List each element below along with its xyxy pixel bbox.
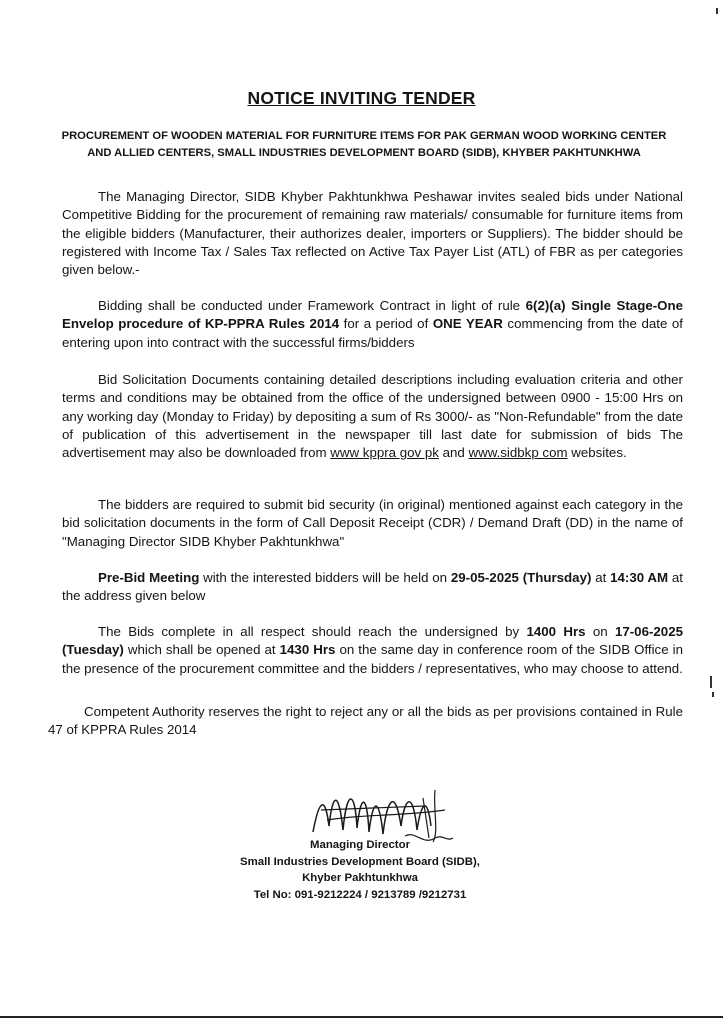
text-span: on the same day in conference room of the SIDB Office in the presence of the procurement committee and the bidders / representatives, who may choose to attend. — [62, 642, 683, 676]
paragraph-bid-security — [62, 496, 683, 551]
pre-bid-time: 14:30 AM — [610, 570, 669, 585]
contract-period: ONE YEAR — [432, 316, 503, 332]
notice-subject: PROCUREMENT OF WOODEN MATERIAL FOR FURNITURE ITEMS FOR PAK GERMAN WOOD WORKING CENTER AND ALLIED CENTERS, SMALL INDUSTRIES DEVELOPMENT BOARD (SIDB), KHYBER PAKHTUNKHWA — [61, 130, 667, 159]
paragraph-bid-documents — [62, 371, 683, 462]
pre-bid-date: 29-05-2025 (Thursday) — [450, 570, 592, 585]
text-span: Bidding shall be conducted under Framework Contract in light of rule — [98, 298, 526, 313]
scan-border-line — [0, 1016, 723, 1018]
paragraph-rejection-right — [48, 703, 683, 740]
text-span: with the interested bidders will be held on — [199, 570, 451, 585]
scan-mark — [710, 676, 712, 688]
text-span: websites. — [567, 445, 627, 461]
signatory-block — [200, 837, 520, 903]
signatory-organization: Small Industries Development Board (SIDB), — [240, 855, 480, 868]
kppra-website-link[interactable]: www kppra gov pk — [330, 445, 439, 461]
text-span: and — [438, 445, 469, 461]
pre-bid-heading: Pre-Bid Meeting — [98, 570, 200, 585]
paragraph-pre-bid-meeting — [62, 569, 683, 606]
text-span: commencing from the date of entering upon into contract with the successful firms/bidders — [62, 316, 684, 350]
invitation-text: The Managing Director, SIDB Khyber Pakhtunkhwa Peshawar invites sealed bids under National Competitive Bidding for the procurement of remaining raw materials/ consumable for furniture items from the eligible bidders (Manufacturer, their authorizes dealer, importers or Suppliers). The bidder should be registered with Income Tax / Sales Tax reflected on Active Tax Payer List (ATL) of FBR as per categories given below.- — [62, 189, 683, 278]
paragraph-invitation — [62, 188, 683, 279]
text-span: for a period of — [339, 316, 433, 332]
scan-mark — [712, 692, 714, 697]
submission-time: 1400 Hrs — [526, 624, 586, 639]
submission-date: 17-06-2025 (Tuesday) — [62, 624, 683, 658]
paragraph-bid-submission — [62, 623, 683, 678]
signatory-designation: Managing Director — [310, 839, 410, 851]
signatory-province: Khyber Pakhtunkhwa — [302, 872, 418, 884]
text-span: The Bids complete in all respect should reach the undersigned by — [98, 624, 527, 639]
text-span: on — [585, 624, 615, 639]
text-span: Bid Solicitation Documents containing detailed descriptions including evaluation criteria and other terms and conditions may be obtained from the office of the undersigned between 0900 - 15:00 Hrs on any working day (Monday to Friday) by depositing a sum of Rs 3000/- as "Non-Refundable" from the date of publication of this advertisement in the newspaper till last date for submission of bids The advertisement may also be downloaded from — [62, 372, 683, 461]
signatory-phone: Tel No: 091-9212224 / 9213789 /9212731 — [253, 888, 467, 901]
scan-mark — [716, 8, 718, 14]
rejection-right-text: Competent Authority reserves the right to reject any or all the bids as per provisions contained in Rule 47 of KPPRA Rules 2014 — [48, 704, 683, 738]
text-span: at — [591, 570, 611, 585]
ppra-rule-reference: 6(2)(a) Single Stage-One Envelop procedure of KP-PPRA Rules 2014 — [62, 298, 684, 332]
sidbkp-website-link[interactable]: www.sidbkp com — [468, 445, 568, 461]
opening-time: 1430 Hrs — [279, 642, 336, 658]
bid-security-text: The bidders are required to submit bid security (in original) mentioned against each category in the bid solicitation documents in the form of Call Deposit Receipt (CDR) / Demand Draft (DD) in the name of "Managing Director SIDB Khyber Pakhtunkhwa" — [62, 497, 683, 549]
text-span: at the address given below — [62, 570, 684, 604]
text-span: which shall be opened at — [123, 642, 280, 658]
notice-title: NOTICE INVITING TENDER — [247, 88, 476, 108]
paragraph-framework-contract — [62, 297, 683, 352]
